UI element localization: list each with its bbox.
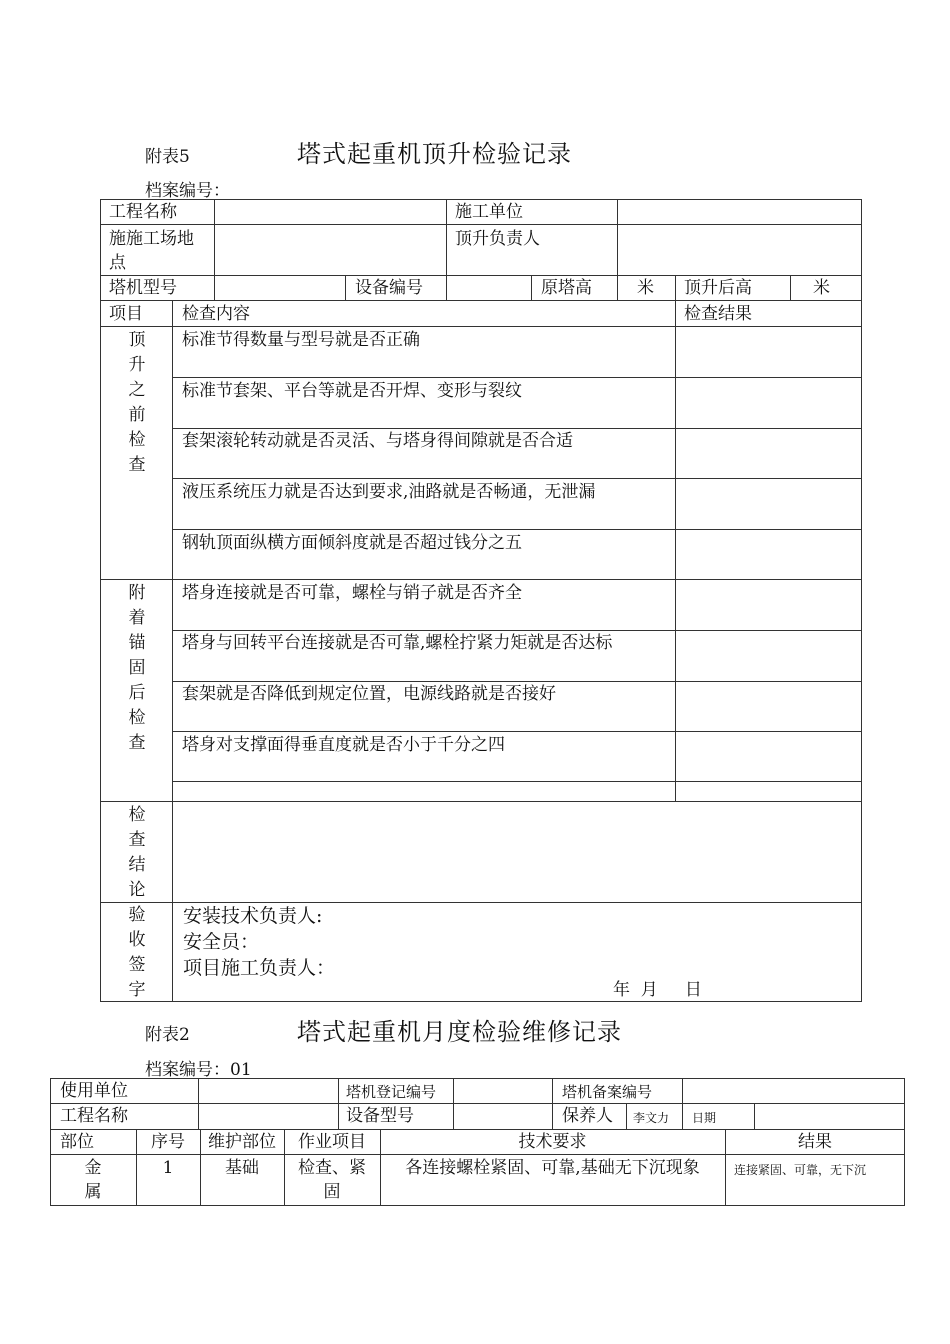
device-model-label: 设备型号 [346,1106,414,1126]
appendix-label-2: 附表2 [145,1025,190,1045]
check-item: 钢轨顶面纵横方面倾斜度就是否超过钱分之五 [182,533,522,553]
project-name-label-2: 工程名称 [60,1106,128,1126]
device-no-label: 设备编号 [355,278,423,298]
header-task: 作业项目 [298,1132,366,1152]
construction-unit-label: 施工单位 [455,202,523,222]
cell-requirement: 各连接螺栓紧固、可靠,基础无下沉现象 [405,1158,700,1178]
filing-no-label: 塔机备案编号 [562,1083,653,1101]
reg-no-label: 塔机登记编号 [346,1083,437,1101]
maintainer-label: 保养人 [562,1106,613,1126]
tech-leader-sign: 安装技术负责人: [183,905,323,927]
check-item: 塔身连接就是否可靠，螺栓与销子就是否齐全 [182,583,522,603]
cell-seq: 1 [162,1158,174,1178]
header-maint-part: 维护部位 [208,1132,276,1152]
check-item: 塔身与回转平台连接就是否可靠,螺栓拧紧力矩就是否达标 [182,633,613,653]
col-item-header: 项目 [109,304,143,324]
check-item: 套架滚轮转动就是否灵活、与塔身得间隙就是否合适 [182,431,573,451]
check-item: 塔身对支撑面得垂直度就是否小于千分之四 [182,735,505,755]
unit-meter-2: 米 [813,278,830,298]
archive-label-1: 档案编号： [145,181,230,201]
user-unit-label: 使用单位 [60,1081,128,1101]
check-item: 液压系统压力就是否达到要求,油路就是否畅通，无泄漏 [182,482,596,502]
header-seq: 序号 [151,1132,185,1152]
after-height-label: 顶升后高 [684,278,752,298]
site-label-line2: 点 [109,253,126,273]
section-after-label: 附着锚固后检查 [128,583,146,753]
safety-officer-sign: 安全员： [183,931,260,953]
archive-label-2: 档案编号：01 [145,1060,252,1080]
sign-date: 年 月 日 [613,980,702,1000]
maintainer-name: 李文力 [633,1111,670,1125]
project-leader-sign: 项目施工负责人： [183,957,336,979]
site-label-line1: 施施工场地 [109,229,194,249]
crane-model-label: 塔机型号 [109,278,177,298]
section-before-label: 顶升之前检查 [128,330,146,475]
project-name-label: 工程名称 [109,202,177,222]
col-result-header: 检查结果 [684,304,752,324]
appendix-label-1: 附表5 [145,147,190,167]
lift-leader-label: 顶升负责人 [455,229,540,249]
date-label: 日期 [692,1111,717,1125]
cell-result: 连接紧固、可靠，无下沉 [734,1163,867,1177]
header-part: 部位 [60,1132,94,1152]
cell-part-line2: 属 [84,1182,102,1202]
cell-task-line1: 检查、紧 [298,1158,366,1178]
header-requirement: 技术要求 [518,1132,587,1152]
cell-maint-part: 基础 [225,1158,259,1178]
form-title-2: 塔式起重机月度检验维修记录 [297,1018,622,1046]
col-content-header: 检查内容 [182,304,250,324]
cell-task-line2: 固 [323,1182,341,1202]
header-result: 结果 [798,1132,832,1152]
form-title-1: 塔式起重机顶升检验记录 [297,140,572,168]
signature-label: 验收签字 [128,905,146,1000]
check-item: 标准节得数量与型号就是否正确 [182,330,420,350]
check-item: 套架就是否降低到规定位置，电源线路就是否接好 [182,684,556,704]
unit-meter-1: 米 [637,278,654,298]
check-item: 标准节套架、平台等就是否开焊、变形与裂纹 [182,381,522,401]
cell-part-line1: 金 [84,1158,102,1178]
orig-height-label: 原塔高 [541,278,592,298]
conclusion-label: 检查结论 [128,805,146,900]
